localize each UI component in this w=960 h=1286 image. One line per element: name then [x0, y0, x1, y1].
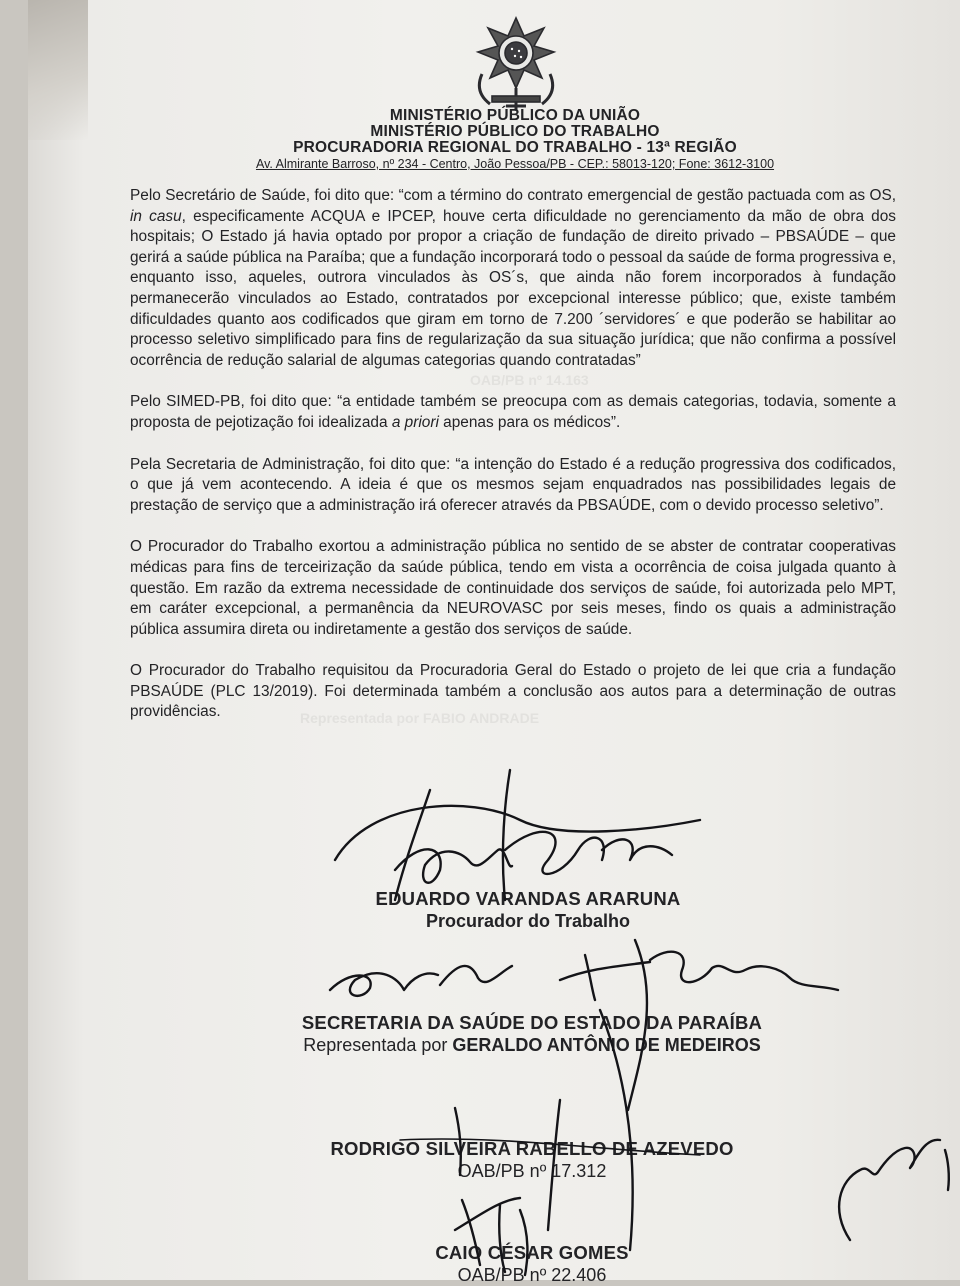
paragraph-prosecutor-exhortation: O Procurador do Trabalho exortou a administração pública no sentido de se abster de contratar cooperativas médicas para fins de terceirização da saúde pública, tendo em vista a ocorrência de coisa julgada quanto à questão. Em razão da extrema necessidade de continuidade dos serviços de saúde, foi autorizada pelo MPT, em caráter excepcional, a permanência da NEUROVASC por seis meses, findo os quais a administração pública assumira direta ou indiretamente a gestão dos serviços de saúde. — [130, 538, 896, 638]
paragraph-administration: Pela Secretaria de Administração, foi dito que: “a intenção do Estado é a redução progressiva dos codificados, o que já vem acontecendo. A ideia é que os mesmos sejam enquadrados nas possibilidades legais de prestação de serviço que a administração irá oferecer através da PBSAÚDE, com o devido processo seletivo”. — [130, 455, 896, 514]
letterhead-line-3: PROCURADORIA REGIONAL DO TRABALHO - 13ª REGIÃO — [293, 139, 737, 156]
page-curl-shadow — [28, 0, 88, 140]
signer-name: EDUARDO VARANDAS ARARUNA — [375, 888, 681, 909]
signer-oab: OAB/PB nº 22.406 — [457, 1265, 607, 1285]
bleed-through-text: OAB/PB nº 14.163 — [470, 372, 589, 388]
letterhead — [200, 108, 830, 171]
signature-block-lawyer-1 — [222, 1138, 842, 1182]
paragraph-health-secretary: Pelo Secretário de Saúde, foi dito que: “com a término do contrato emergencial de gestão pactuada com as OS, in casu, especificamente ACQUA e IPCEP, houve certa dificuldade no gerenciamento da mão de obra dos hospitais; O Estado já havia optado por propor a criação de fundação de direito privado – PBSAÚDE – que gerirá a saúde pública na Paraíba; que a fundação incorporará todo o pessoal da saúde de forma progressiva e, enquanto isso, aqueles, outrora vinculados às OS´s, que ainda não forem incorporados à fundação permanecerão vinculados ao Estado, contratados por excepcional interesse público; que, existe também dificuldades quanto aos codificados que giram em torno de 7.200 ´servidores´ e que poderão se habilitar ao processo seletivo simplificado para fins de regularização da sua situação jurídica; que não confirma a possível ocorrência de redução salarial de algumas categorias quando contratadas” — [130, 187, 896, 369]
signer-title: Procurador do Trabalho — [425, 911, 631, 931]
minutes-body — [130, 186, 896, 744]
signature-block-prosecutor — [218, 888, 838, 932]
signature-block-health-secretariat — [222, 1012, 842, 1056]
paragraph-simed: Pelo SIMED-PB, foi dito que: “a entidade também se preocupa com as demais categorias, todavia, somente a proposta de pejotização foi idealizada a priori apenas para os médicos”. — [130, 393, 896, 431]
letterhead-line-2: MINISTÉRIO PÚBLICO DO TRABALHO — [370, 123, 660, 140]
signer-name: RODRIGO SILVEIRA RABELLO DE AZEVEDO — [330, 1138, 734, 1159]
signer-oab: OAB/PB nº 17.312 — [457, 1161, 607, 1181]
letterhead-line-1: MINISTÉRIO PÚBLICO DA UNIÃO — [389, 107, 641, 124]
paragraph-prosecutor-request: O Procurador do Trabalho requisitou da Procuradoria Geral do Estado o projeto de lei que cria a fundação PBSAÚDE (PLC 13/2019). Foi determinada também a conclusão aos autos para a determinação de outras providências. — [130, 662, 896, 721]
brazil-coat-of-arms-icon — [470, 14, 562, 114]
entity-name: SECRETARIA DA SAÚDE DO ESTADO DA PARAÍBA — [301, 1012, 763, 1033]
signature-block-lawyer-2 — [222, 1242, 842, 1286]
representative-line: Representada por GERALDO ANTÔNIO DE MEDEIROS — [303, 1035, 761, 1055]
signer-name: CAIO CÉSAR GOMES — [435, 1242, 629, 1263]
letterhead-address: Av. Almirante Barroso, nº 234 - Centro, João Pessoa/PB - CEP.: 58013-120; Fone: 3612-3100 — [255, 157, 775, 171]
bleed-through-text: Representada por FABIO ANDRADE — [300, 710, 540, 726]
